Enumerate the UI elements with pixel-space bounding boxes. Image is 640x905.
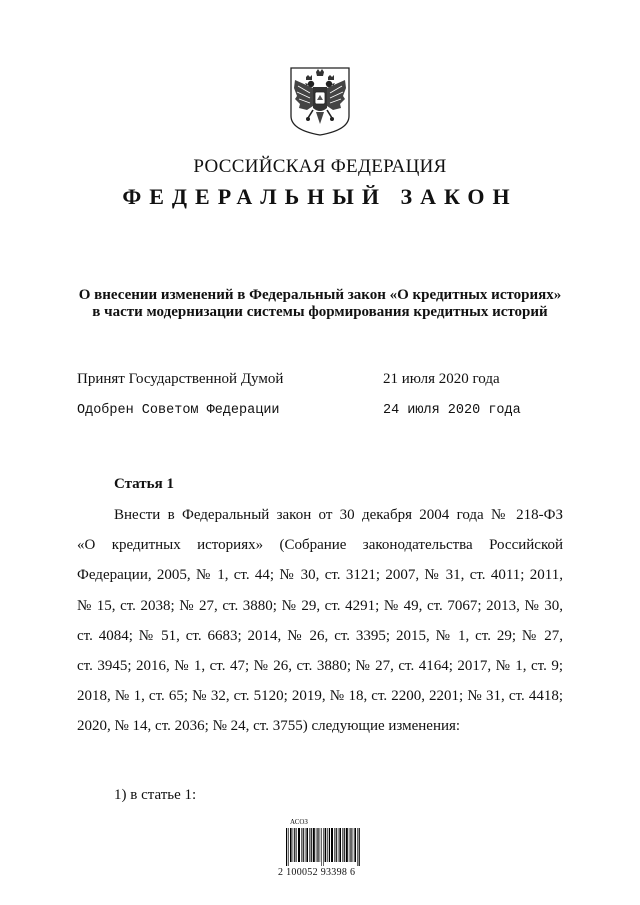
approval-duma-label: Принят Государственной Думой [77, 371, 284, 387]
approval-council-date: 24 июля 2020 года [383, 403, 521, 418]
article-heading: Статья 1 [114, 476, 174, 492]
paragraph-line: 2020, № 14, ст. 2036; № 24, ст. 3755) следующие изменения: [77, 718, 461, 735]
paragraph-line: «О кредитных историях» (Собрание законодательства Российской [77, 537, 563, 554]
article-paragraph [77, 500, 563, 742]
barcode-number: 2 100052 93398 6 [278, 867, 356, 878]
barcode-bars [286, 828, 360, 866]
paragraph-line: Внести в Федеральный закон от 30 декабря 2004 года № 218-ФЗ [114, 507, 563, 523]
coat-of-arms-icon [289, 66, 351, 137]
paragraph-line: № 15, ст. 2038; № 27, ст. 3880; № 29, ст. 4291; № 49, ст. 7067; 2013, № 30, [77, 597, 563, 614]
law-title [60, 287, 580, 321]
document-type: ФЕДЕРАЛЬНЫЙ ЗАКОН [122, 184, 518, 209]
approval-council-label: Одобрен Советом Федерации [77, 403, 280, 418]
paragraph-line: Федерации, 2005, № 1, ст. 44; № 30, ст. 3121; 2007, № 31, ст. 4011; 2011, [77, 567, 563, 584]
list-item: 1) в статье 1: [114, 787, 197, 803]
paragraph-line: 2018, № 1, ст. 65; № 32, ст. 5120; 2019, № 18, ст. 2200, 2201; № 31, ст. 4418; [77, 688, 563, 705]
country-name: РОССИЙСКАЯ ФЕДЕРАЦИЯ [193, 156, 447, 177]
approval-duma-date: 21 июля 2020 года [383, 371, 500, 387]
paragraph-line: ст. 4084; № 51, ст. 6683; 2014, № 26, ст. 3395; 2015, № 1, ст. 29; № 27, [77, 627, 563, 644]
law-title-line: О внесении изменений в Федеральный закон «О кредитных историях» [78, 287, 562, 303]
barcode-mark: АСОЗ [290, 818, 308, 826]
law-title-line: в части модернизации системы формирования кредитных историй [92, 304, 548, 320]
barcode [278, 818, 364, 882]
paragraph-line: ст. 3945; 2016, № 1, ст. 47; № 26, ст. 3880; № 27, ст. 4164; 2017, № 1, ст. 9; [77, 658, 563, 675]
